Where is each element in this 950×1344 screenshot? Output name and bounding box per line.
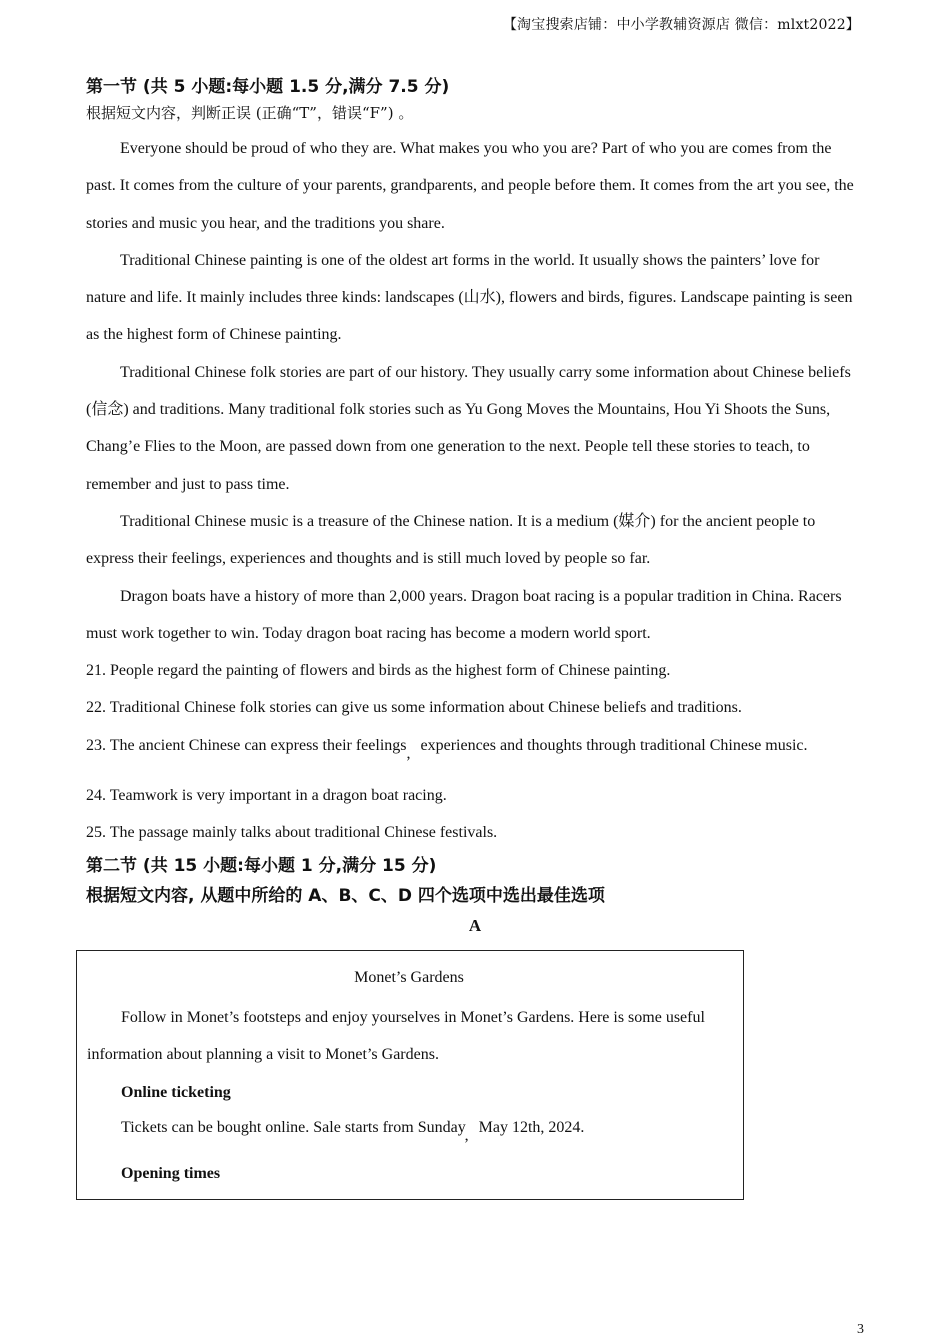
passage-paragraph: Traditional Chinese music is a treasure of the Chinese nation. It is a medium (媒介) for the ancient people to express their feelings, experiences and thoughts and is still much loved by people so far. [86, 512, 816, 568]
section2 [86, 851, 862, 941]
section1-instruction: 根据短文内容，判断正误 (正确“T”，错误“F”) 。 [86, 104, 414, 122]
section2-instruction: 根据短文内容, 从题中所给的 A、B、C、D 四个选项中选出最佳选项 [86, 886, 605, 907]
question-23-part2: experiences and thoughts through traditional Chinese music. [420, 736, 808, 754]
box-title: Monet’s Gardens [354, 969, 464, 986]
opening-times-heading: Opening times [121, 1164, 221, 1182]
question-24: 24. Teamwork is very important in a dragon boat racing. [86, 786, 447, 804]
tickets-part2: May 12th, 2024. [478, 1118, 585, 1136]
tickets-comma: , [464, 1126, 469, 1144]
box-intro: Follow in Monet’s footsteps and enjoy yourselves in Monet’s Gardens. Here is some useful information about planning a visit to Monet’s Gardens. [87, 1009, 705, 1064]
question-22: 22. Traditional Chinese folk stories can give us some information about Chinese beliefs and traditions. [86, 699, 742, 717]
question-23-part1: 23. The ancient Chinese can express their feelings [86, 736, 407, 754]
page-number: 3 [857, 1322, 864, 1337]
online-ticketing-heading: Online ticketing [121, 1083, 231, 1101]
tickets-text [87, 1111, 731, 1155]
section2-title: 第二节 (共 15 小题:每小题 1 分,满分 15 分) [86, 856, 437, 877]
question-21: 21. People regard the painting of flowers and birds as the highest form of Chinese painting. [86, 662, 671, 680]
passage-paragraph: Dragon boats have a history of more than 2,000 years. Dragon boat racing is a popular tradition in China. Racers must work together to win. Today dragon boat racing has become a modern world sport. [86, 587, 842, 642]
passage-paragraph: Traditional Chinese painting is one of the oldest art forms in the world. It usually shows the painters’ love for nature and life. It mainly includes three kinds: landscapes (山水), flowers and birds, figures. Landscape painting is seen as the highest form of Chinese painting. [86, 251, 853, 344]
tickets-part1: Tickets can be bought online. Sale starts from Sunday [121, 1118, 465, 1136]
question-25: 25. The passage mainly talks about traditional Chinese festivals. [86, 824, 498, 842]
passage-paragraph: Everyone should be proud of who they are. What makes you who you are? Part of who you are comes from the past. It comes from the culture of your parents, grandparents, and people before them. It comes from the art you see, the stories and music you hear, and the traditions you share. [86, 140, 854, 232]
section1-title: 第一节 (共 5 小题:每小题 1.5 分,满分 7.5 分) [86, 77, 450, 97]
header-note: 【淘宝搜索店铺：中小学教辅资源店 微信：mlxt2022】 [502, 17, 860, 33]
question-23 [86, 727, 862, 777]
document-content [86, 74, 862, 941]
question-23-comma: , [406, 744, 411, 762]
passage-label: A [468, 916, 482, 936]
passage-a-box [76, 950, 744, 1200]
passage-paragraph: Traditional Chinese folk stories are part of our history. They usually carry some information about Chinese beliefs (信念) and traditions. Many traditional folk stories such as Yu Gong Moves the Mountains, Hou Yi Shoots the Suns, Chang’e Flies to the Moon, are passed down from one generation to the next. People tell these stories to teach, to remember and just to pass time. [86, 363, 851, 493]
